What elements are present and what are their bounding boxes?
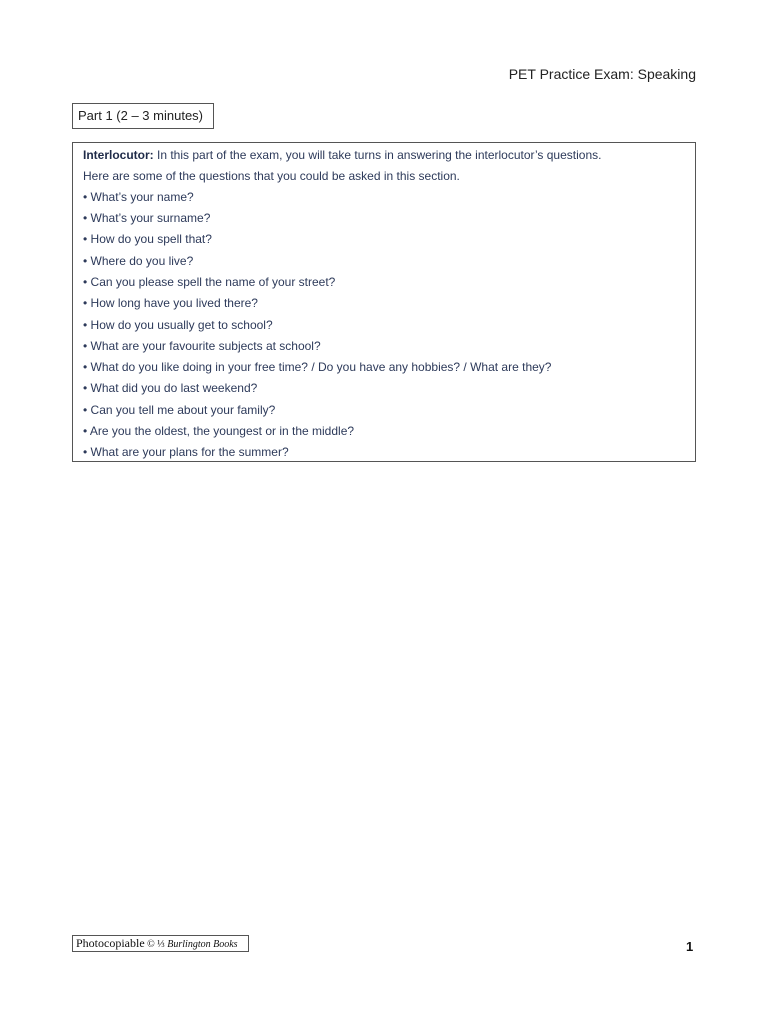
question-item: • Can you tell me about your family?	[83, 403, 276, 417]
page-number: 1	[686, 939, 694, 954]
question-item: • What’s your name?	[83, 190, 194, 204]
part-label: Part 1 (2 – 3 minutes)	[72, 103, 214, 129]
question-item: • What are your plans for the summer?	[83, 445, 289, 459]
interlocutor-label: Interlocutor:	[83, 148, 154, 162]
question-item: • What’s your surname?	[83, 211, 211, 225]
question-item: • What do you like doing in your free time? / Do you have any hobbies? / What are they?	[83, 360, 552, 374]
page-title: PET Practice Exam: Speaking	[508, 66, 696, 82]
question-item: • How long have you lived there?	[83, 296, 258, 310]
instruction-text: In this part of the exam, you will take turns in answering the interlocutor’s questions.	[153, 148, 602, 162]
instruction-line	[83, 148, 601, 162]
question-item: • What are your favourite subjects at school?	[83, 339, 321, 353]
instruction-subtitle: Here are some of the questions that you could be asked in this section.	[83, 169, 460, 183]
photocopiable-label: Photocopiable	[76, 936, 145, 950]
photocopiable-badge	[72, 935, 249, 952]
question-item: • Can you please spell the name of your street?	[83, 275, 336, 289]
question-item: • Where do you live?	[83, 254, 194, 268]
question-item: • How do you spell that?	[83, 232, 212, 246]
questions-box	[72, 142, 696, 462]
publisher-name: Burlington Books	[167, 939, 238, 950]
question-item: • What did you do last weekend?	[83, 381, 258, 395]
question-item: • Are you the oldest, the youngest or in the middle?	[83, 424, 355, 438]
copyright-symbol: © ⅓	[144, 939, 168, 950]
question-item: • How do you usually get to school?	[83, 318, 273, 332]
